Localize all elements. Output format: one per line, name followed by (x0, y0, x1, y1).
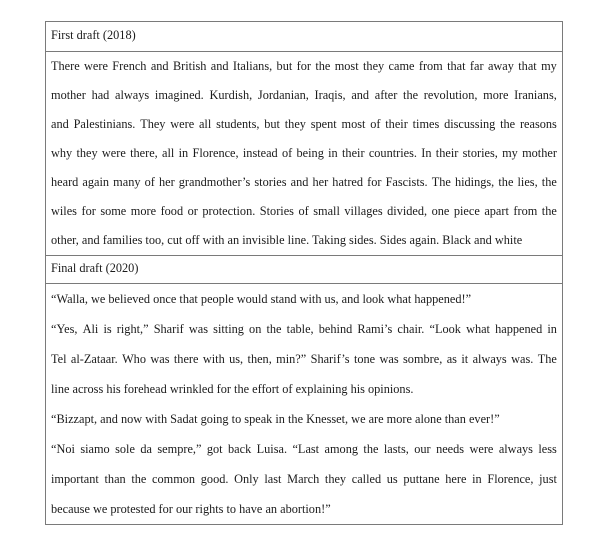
text-line: “Bizzapt, and now with Sadat going to speak in the Knesset, we are more alone than ever!” (51, 412, 500, 426)
text-line: There were French and British and Italians, but for the most they came from that far away that my (51, 59, 557, 73)
text-line: other, and families too, cut off with an invisible line. Taking sides. Sides again. Black and white (51, 233, 523, 247)
text-line: heard again many of her grandmother’s stories and her hatred for Fascists. The hidings, the lies, the (51, 175, 557, 189)
drafts-table (45, 21, 563, 525)
text-line: “Noi siamo sole da sempre,” got back Luisa. “Last among the lasts, our needs were always less (51, 442, 557, 456)
final-draft-header: Final draft (2020) (46, 256, 562, 284)
final-draft-text (46, 284, 562, 524)
text-line: mother had always imagined. Kurdish, Jordanian, Iraqis, and after the revolution, more Iranians, (51, 88, 557, 102)
text-line: “Walla, we believed once that people would stand with us, and look what happened!” (51, 292, 472, 306)
text-line: wiles for some more food or protection. Stories of small villages divided, one piece apart from the (51, 204, 557, 218)
text-line: important than the common good. Only last March they called us puttane here in Florence, just (51, 472, 557, 486)
text-line: why they were there, all in Florence, instead of being in their countries. In their stories, my mother (51, 146, 557, 160)
text-line: because we protested for our rights to have an abortion!” (51, 502, 331, 516)
first-draft-header: First draft (2018) (46, 22, 562, 52)
text-line: Tel al-Zataar. Who was there with us, then, min?” Sharif’s tone was sombre, as it always was. The (51, 352, 557, 366)
text-line: line across his forehead wrinkled for the effort of explaining his opinions. (51, 382, 414, 396)
text-line: and Palestinians. They were all students, but they spent most of their times discussing the reasons (51, 117, 557, 131)
first-draft-text (46, 52, 562, 256)
text-line: “Yes, Ali is right,” Sharif was sitting on the table, behind Rami’s chair. “Look what happened in (51, 322, 557, 336)
